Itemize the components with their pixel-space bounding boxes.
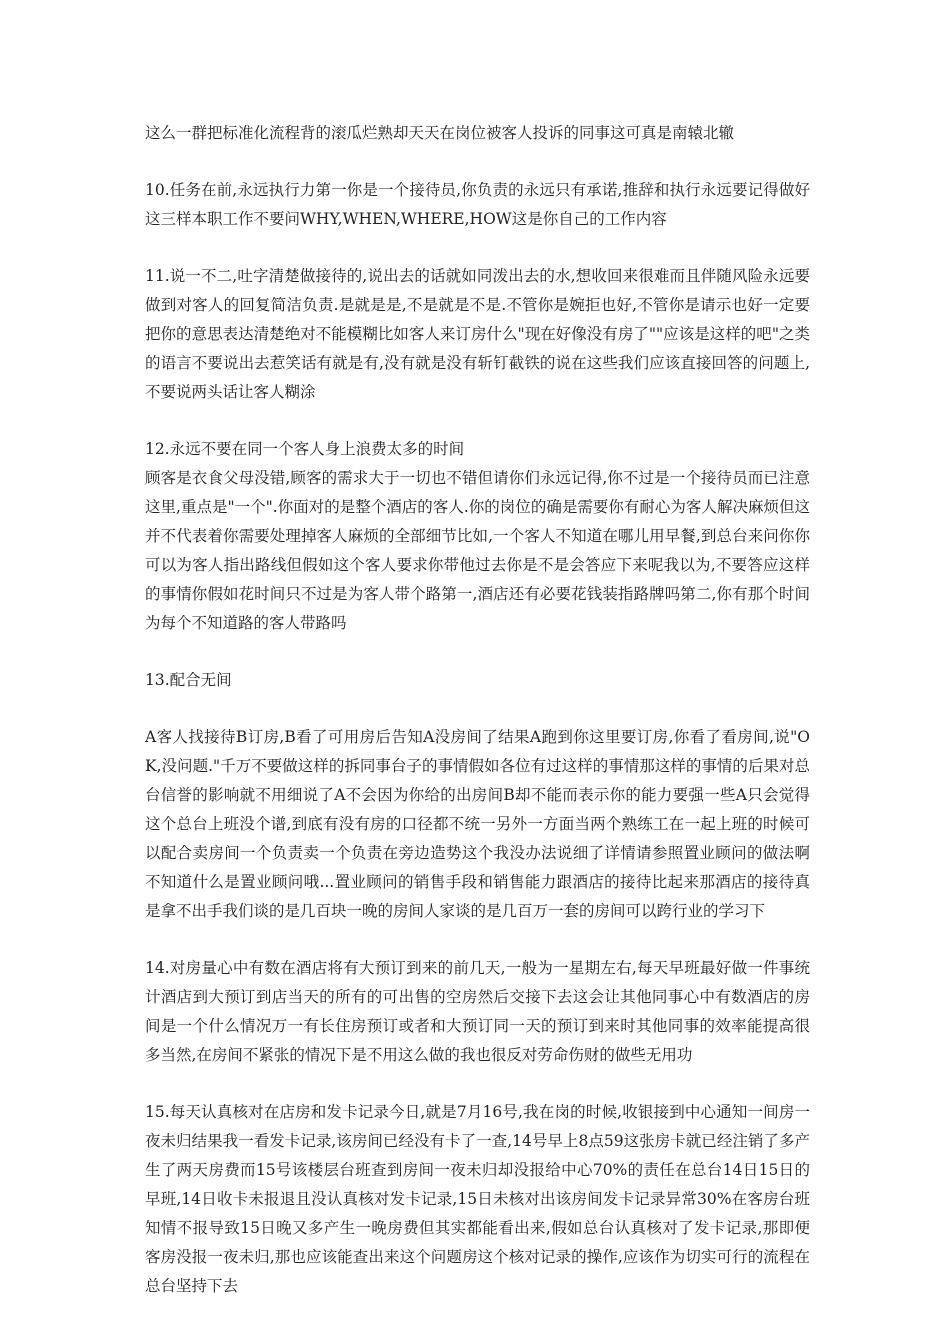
paragraph-item-14: 14.对房量心中有数在酒店将有大预订到来的前几天,一般为一星期左右,每天早班最好做一件事统计酒店到大预订到店当天的所有的可出售的空房然后交接下去这会让其他同事心中有数酒店的房间是一个什么情况万一有长住房预订或者和大预订同一天的预订到来时其他同事的效率能提高很多当然,在房间不紧张的情况下是不用这么做的我也很反对劳命伤财的做些无用功 (145, 959, 810, 1064)
paragraph-intro-line: 这么一群把标准化流程背的滚瓜烂熟却天天在岗位被客人投诉的同事这可真是南辕北辙 (145, 124, 735, 142)
paragraph-item-13-body: A客人找接待B订房,B看了可用房后告知A没房间了结果A跑到你这里要订房,你看了看房间,说"OK,没问题."千万不要做这样的拆同事台子的事情假如各位有过这样的事情那这样的事情的后果对总台信誉的影响就不用细说了A不会因为你给的出房间B却不能而表示你的能力要强一些A只会觉得这个总台上班没个谱,到底有没有房的口径都不统一另外一方面当两个熟练工在一起上班的时候可以配合卖房间一个负责卖一个负责在旁边造势这个我没办法说细了详情请参照置业顾问的做法啊不知道什么是置业顾问哦...置业顾问的销售手段和销售能力跟酒店的接待比起来那酒店的接待真是拿不出手我们谈的是几百块一晚的房间人家谈的是几百万一套的房间可以跨行业的学习下 (145, 728, 810, 920)
paragraph-item-12-body: 顾客是衣食父母没错,顾客的需求大于一切也不错但请你们永远记得,你不过是一个接待员而已注意这里,重点是"一个".你面对的是整个酒店的客人.你的岗位的确是需要你有耐心为客人解决麻烦但这并不代表着你需要处理掉客人麻烦的全部细节比如,一个客人不知道在哪儿用早餐,到总台来问你你可以为客人指出路线但假如这个客人要求你带他过去你是不是会答应下来呢我以为,不要答应这样的事情你假如花时间只不过是为客人带个路第一,酒店还有必要花钱装指路牌吗第二,你有那个时间为每个不知道路的客人带路吗 (145, 469, 810, 632)
paragraph-item-10: 10.任务在前,永远执行力第一你是一个接待员,你负责的永远只有承诺,推辞和执行永远要记得做好这三样本职工作不要问WHY,WHEN,WHERE,HOW这是你自己的工作内容 (145, 181, 810, 228)
paragraph-item-11: 11.说一不二,吐字清楚做接待的,说出去的话就如同泼出去的水,想收回来很难而且伴随风险永远要做到对客人的回复简洁负责.是就是是,不是就是不是.不管你是婉拒也好,不管你是请示也好一定要把你的意思表达清楚绝对不能模糊比如客人来订房什么"现在好像没有房了""应该是这样的吧"之类的语言不要说出去惹笑话有就是有,没有就是没有斩钉截铁的说在这些我们应该直接回答的问题上,不要说两头话让客人糊涂 (145, 267, 810, 401)
document-body (145, 119, 810, 1329)
heading-item-12: 12.永远不要在同一个客人身上浪费太多的时间 (145, 440, 465, 458)
heading-item-13: 13.配合无间 (145, 671, 232, 689)
paragraph-item-15: 15.每天认真核对在店房和发卡记录今日,就是7月16号,我在岗的时候,收银接到中心通知一间房一夜未归结果我一看发卡记录,该房间已经没有卡了一查,14号早上8点59这张房卡就已经注销了多产生了两天房费而15号该楼层台班查到房间一夜未归却没报给中心70%的责任在总台14日15日的早班,14日收卡未报退且没认真核对发卡记录,15日未核对出该房间发卡记录异常30%在客房台班知情不报导致15日晚又多产生一晚房费但其实都能看出来,假如总台认真核对了发卡记录,那即便客房没报一夜未归,那也应该能查出来这个问题房这个核对记录的操作,应该作为切实可行的流程在总台坚持下去 (145, 1103, 810, 1295)
